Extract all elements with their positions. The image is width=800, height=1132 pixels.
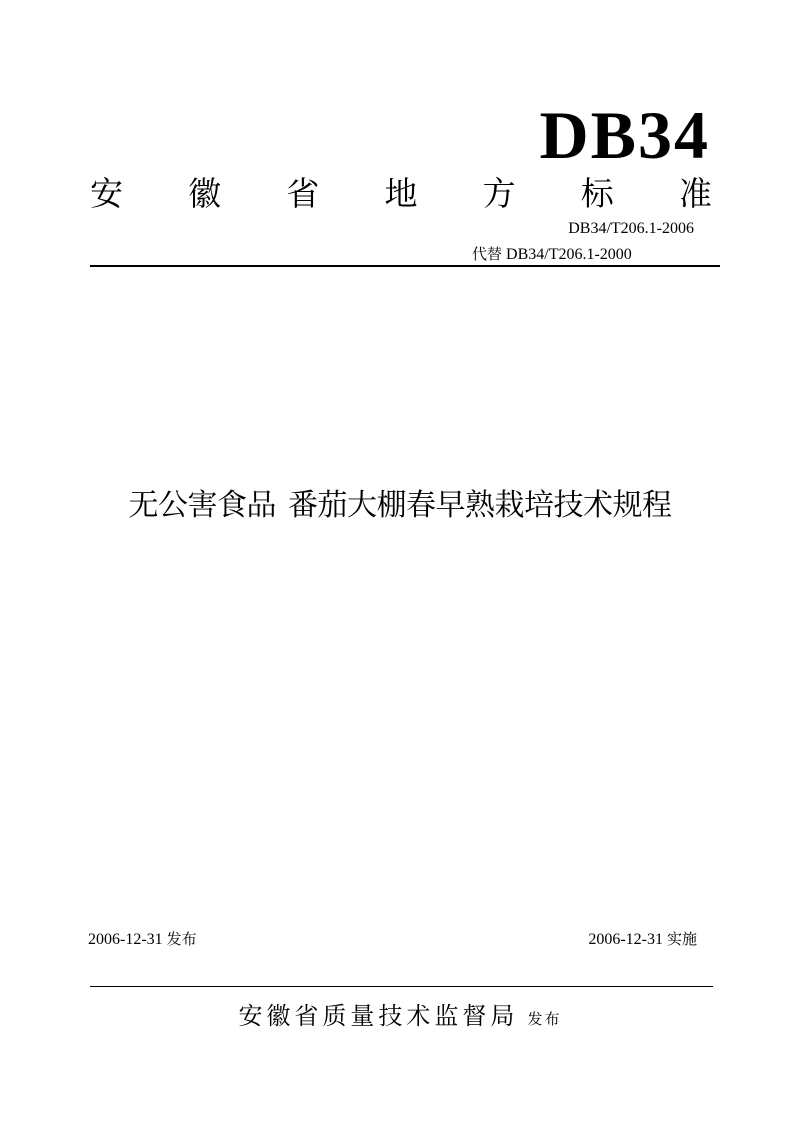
standard-code-logo: DB34 (539, 97, 710, 173)
replaces-number: DB34/T206.1-2000 (506, 246, 632, 263)
publisher-line (0, 998, 800, 1037)
standard-number: DB34/T206.1-2006 (568, 220, 694, 237)
standard-type-char: 准 (678, 174, 712, 213)
standard-type-char: 徽 (188, 174, 222, 213)
document-title-part1: 无公害食品 (128, 488, 276, 523)
issue-date: 2006-12-31 (88, 931, 163, 948)
standard-type-heading (90, 172, 712, 216)
implementation-date-line (588, 928, 697, 951)
implementation-label: 实施 (666, 930, 697, 948)
issue-date-line (88, 928, 197, 951)
standard-type-char: 标 (580, 174, 614, 213)
replaces-line (472, 243, 632, 266)
header-divider (90, 265, 720, 267)
standard-type-char: 地 (384, 174, 418, 213)
issue-label: 发布 (166, 930, 197, 948)
standard-type-char: 方 (482, 174, 516, 213)
footer-divider (90, 986, 713, 987)
replaces-label: 代替 (472, 245, 503, 263)
standard-type-char: 省 (286, 174, 320, 213)
standard-type-char: 安 (90, 174, 123, 213)
publisher-action: 发布 (527, 1010, 562, 1028)
document-title-part2: 番茄大棚春早熟栽培技术规程 (288, 488, 672, 523)
implementation-date: 2006-12-31 (588, 931, 663, 948)
document-title (0, 484, 800, 528)
publisher-name: 安徽省质量技术监督局 (238, 1002, 519, 1030)
